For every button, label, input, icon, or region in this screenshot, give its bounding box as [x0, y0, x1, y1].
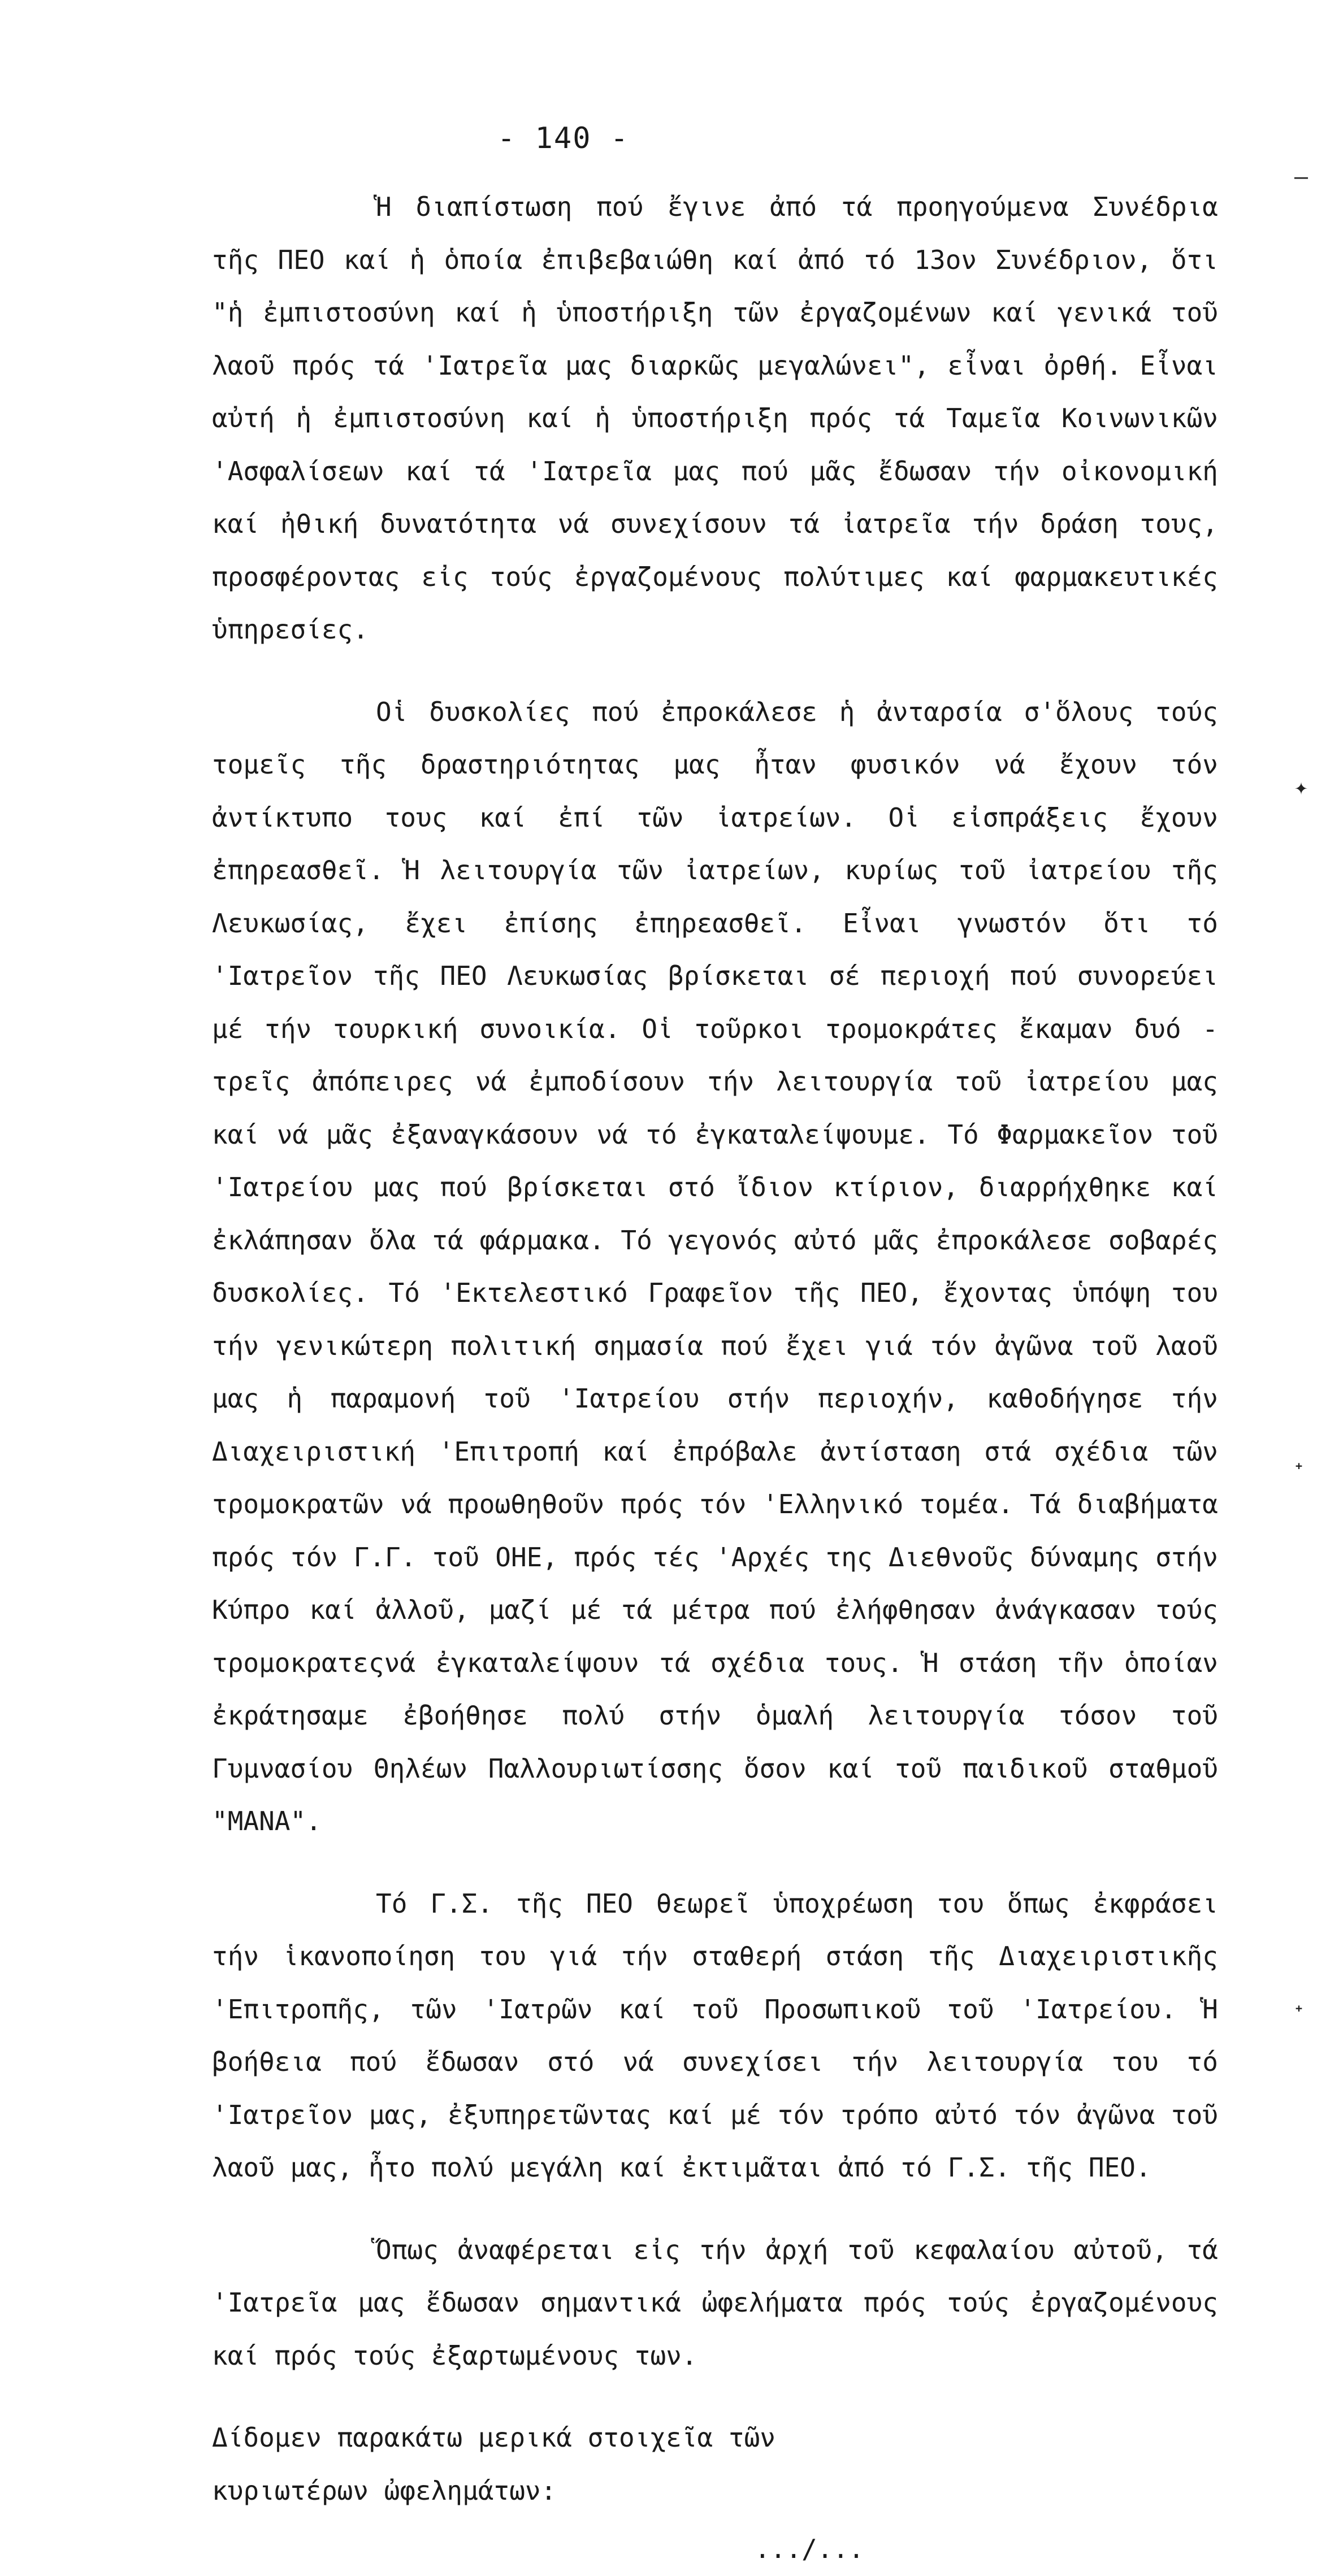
closing-line	[212, 2412, 879, 2517]
paragraph-2: Οἱ δυσκολίες πού ἐπροκάλεσε ἡ ἀνταρσία σ'ὅλους τούς τομεῖς τῆς δραστηριότητας μας ἦταν φυσικόν νά ἔχουν τόν ἀντίκτυπο τους καί ἐπί τῶν ἰατρείων. Οἱ εἰσπράξεις ἔχουν ἐπηρεασθεῖ. Ἡ λειτουργία τῶν ἰατρείων, κυρίως τοῦ ἰατρείου τῆς Λευκωσίας, ἔχει ἐπίσης ἐπηρεασθεῖ. Εἶναι γνωστόν ὅτι τό 'Ιατρεῖον τῆς ΠΕΟ Λευκωσίας βρίσκεται σέ περιοχή πού συνορεύει μέ τήν τουρκική συνοικία. Οἱ τοῦρκοι τρομοκράτες ἔκαμαν δυό - τρεῖς ἀπόπειρες νά ἐμποδίσουν τήν λειτουργία τοῦ ἰατρείου μας καί νά μᾶς ἐξαναγκάσουν νά τό ἐγκαταλείψουμε. Τό Φαρμακεῖον τοῦ 'Ιατρείου μας πού βρίσκεται στό ἴδιον κτίριον, διαρρήχθηκε καί ἐκλάπησαν ὅλα τά φάρμακα. Τό γεγονός αὐτό μᾶς ἐπροκάλεσε σοβαρές δυσκολίες. Τό 'Εκτελεστικό Γραφεῖον τῆς ΠΕΟ, ἔχοντας ὑπόψη του τήν γενικώτερη πολιτική σημασία πού ἔχει γιά τόν ἀγῶνα τοῦ λαοῦ μας ἡ παραμονή τοῦ 'Ιατρείου στήν περιοχήν, καθοδήγησε τήν Διαχειριστική 'Επιτροπή καί ἐπρόβαλε ἀντίσταση στά σχέδια τῶν τρομοκρατῶν νά προωθηθοῦν πρός τόν 'Ελληνικό τομέα. Τά διαβήματα πρός τόν Γ.Γ. τοῦ ΟΗΕ, πρός τές 'Αρχές της Διεθνοῦς δύναμης στήν Κύπρο καί ἀλλοῦ, μαζί μέ τά μέτρα πού ἐλήφθησαν ἀνάγκασαν τούς τρομοκρατεςνά ἐγκαταλείψουν τά σχέδια τους. Ἡ στάση τῆν ὁποίαν ἐκράτησαμε ἐβοήθησε πολύ στήν ὁμαλή λειτουργία τόσον τοῦ Γυμνασίου Θηλέων Παλλουριωτίσσης ὅσον καί τοῦ παιδικοῦ σταθμοῦ "ΜΑΝΑ".	[212, 696, 1218, 1836]
margin-tick-mark: ᐩ	[1294, 1458, 1303, 1484]
continuation-mark: .../...	[755, 2534, 864, 2564]
paragraph-3: Τό Γ.Σ. τῆς ΠΕΟ θεωρεῖ ὑποχρέωση του ὅπως ἐκφράσει τήν ἱκανοποίηση του γιά τήν σταθερή στάση τῆς Διαχειριστικῆς 'Επιτροπῆς, τῶν 'Ιατρῶν καί τοῦ Προσωπικοῦ τοῦ 'Ιατρείου. Ἡ βοήθεια πού ἔδωσαν στό νά συνεχίσει τήν λειτουργία του τό 'Ιατρεῖον μας, ἐξυπηρετῶντας καί μέ τόν τρόπο αὐτό τόν ἀγῶνα τοῦ λαοῦ μας, ἦτο πολύ μεγάλη καί ἐκτιμᾶται ἀπό τό Γ.Σ. τῆς ΠΕΟ.	[212, 1888, 1218, 2183]
margin-dash-mark: ‒	[1294, 164, 1308, 190]
paragraph-4: Ὅπως ἀναφέρεται εἰς τήν ἀρχή τοῦ κεφαλαίου αὐτοῦ, τά 'Ιατρεῖα μας ἔδωσαν σημαντικά ὠφελήματα πρός τούς ἐργαζομένους καί πρός τούς ἐξαρτωμένους των.	[212, 2234, 1218, 2371]
page-number: - 140 -	[497, 121, 630, 155]
margin-arrow-mark: ✦	[1294, 774, 1308, 800]
margin-tick-mark-2: ᐩ	[1294, 2000, 1303, 2026]
paragraph-5: Δίδομεν παρακάτω μερικά στοιχεῖα τῶν κυριωτέρων ὠφελημάτων:	[212, 2422, 775, 2506]
paragraph-1: Ἡ διαπίστωση πού ἔγινε ἀπό τά προηγούμενα Συνέδρια τῆς ΠΕΟ καί ἡ ὁποία ἐπιβεβαιώθη καί ἀπό τό 13ον Συνέδριον, ὅτι "ἡ ἐμπιστοσύνη καί ἡ ὑποστήριξη τῶν ἐργαζομένων καί γενικά τοῦ λαοῦ πρός τά 'Ιατρεῖα μας διαρκῶς μεγαλώνει", εἶναι ὀρθή. Εἶναι αὐτή ἡ ἐμπιστοσύνη καί ἡ ὑποστήριξη πρός τά Ταμεῖα Κοινωνικῶν 'Ασφαλίσεων καί τά 'Ιατρεῖα μας πού μᾶς ἔδωσαν τήν οἰκονομική καί ἠθική δυνατότητα νά συνεχίσουν τά ἰατρεῖα τήν δράση τους, προσφέροντας εἰς τούς ἐργαζομένους πολύτιμες καί φαρμακευτικές ὑπηρεσίες.	[212, 192, 1218, 645]
document-body	[212, 181, 1218, 2576]
